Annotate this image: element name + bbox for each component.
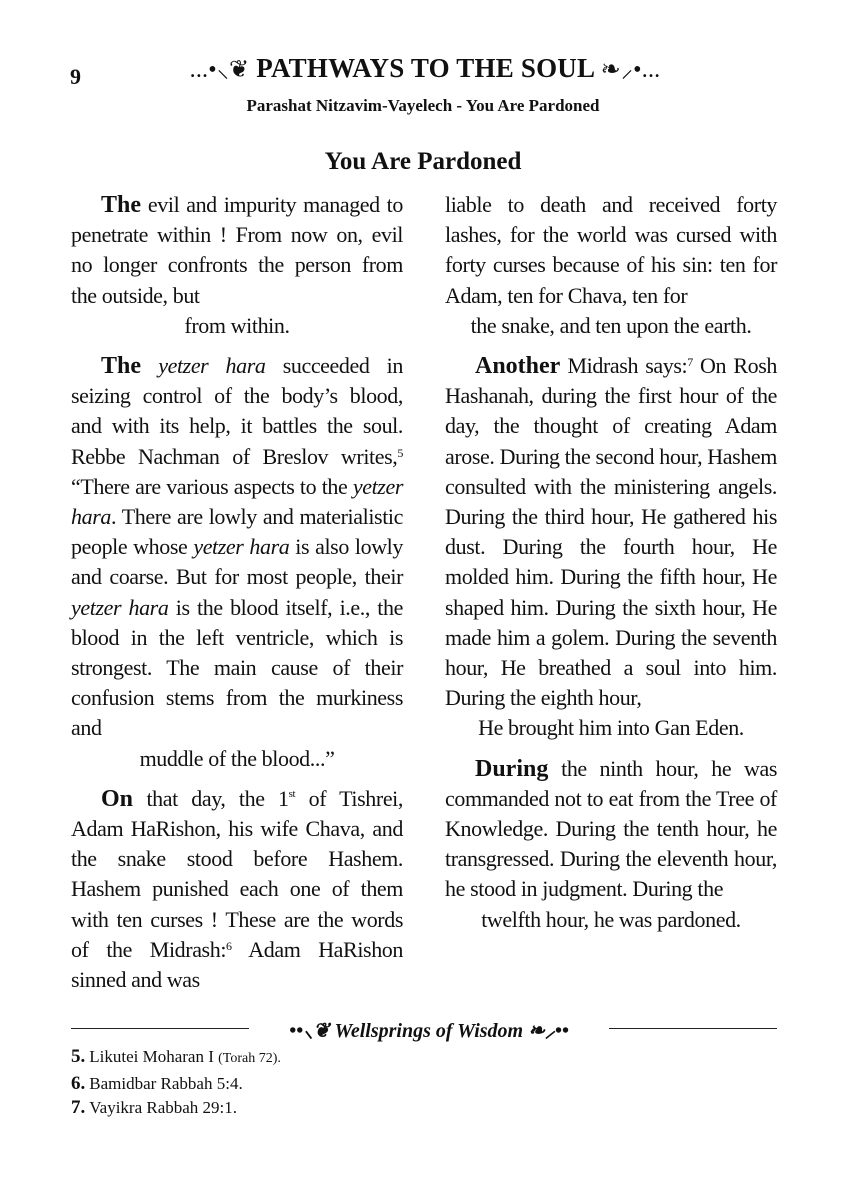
paragraph-text: is the blood itself, i.e., the blood in the left ventricle, which is strongest. The main cause of their confusion stems from the murkiness and [71,594,403,741]
ornament-left-icon: ••⸜❦ [289,1020,330,1042]
running-title-text: PATHWAYS TO THE SOUL [256,53,594,83]
paragraph-2 [71,351,403,774]
paragraph-tail: the snake, and ten upon the earth. [470,312,752,338]
footnote-item [71,1072,777,1097]
paragraph-text: evil and impurity managed to penetrate within ! From now on, evil no longer confronts the person from the outside, but [71,192,403,308]
paragraph-text: “There are various aspects to the [71,473,353,499]
paragraph-text: is also lowly and coarse. But for most people, their [71,534,403,590]
footnote-ref: 6 [226,938,232,953]
footnote-number: 5. [71,1046,86,1067]
footnote-separator [71,1016,777,1040]
separator-label [249,1016,609,1043]
ordinal-suffix: st [288,787,296,800]
ornament-right-icon: ❧⸝•• [528,1020,569,1042]
lead-word: During [475,755,549,782]
footnote-text: Likutei Moharan I [89,1047,219,1066]
article-title: You Are Pardoned [324,148,522,175]
paragraph-tail: He brought him into Gan Eden. [478,715,744,741]
footnote-ref: 7 [687,355,693,370]
footnote-text: Vayikra Rabbah 29:1. [89,1098,238,1117]
left-column [71,190,403,995]
lead-word: The [101,353,142,380]
paragraph-text: that day, the 1 [133,785,289,811]
lead-word: Another [475,353,561,380]
paragraph-3 [71,784,403,995]
paragraph-text: liable to death and received forty lashes, for the world was cursed with forty curses because of his sin: ten for Adam, ten for Chava, ten for [445,192,777,308]
paragraph-text: of Tishrei, Adam HaRishon, his wife Chava, and the snake stood before Hashem. Hashem punished each one of them with ten curses ! These are the words of the Midrash: [71,785,403,962]
footnote-text: Bamidbar Rabbah 5:4. [89,1073,243,1093]
footnote-number: 7. [71,1097,86,1118]
ornament-left-icon: ...•⸜❦ [189,57,250,83]
paragraph-text: . There are lowly and materialistic people whose [71,504,403,560]
italic-term: yetzer hara [71,594,169,620]
italic-term: yetzer hara [71,473,403,530]
paragraph-text: On Rosh Hashanah, during the first hour of the day, the thought of creating Adam arose. During the second hour, Hashem consulted with the ministering angels. During the third hour, He gathered his dust. During the fourth hour, He molded him. During the fifth hour, He shaped him. During the sixth hour, He made him a golem. During the seventh hour, He breathed a soul into him. During the eighth hour, [445,353,777,711]
page-subtitle: Parashat Nitzavim-Vayelech - You Are Pardoned [246,96,600,115]
paragraph-tail: muddle of the blood...” [139,745,335,771]
right-column [445,190,777,935]
running-title [130,52,720,85]
italic-term: yetzer hara [158,353,266,379]
paragraph-3-continued [445,190,777,341]
footnote-item [71,1045,777,1072]
lead-word: The [101,192,142,218]
lead-word: On [101,785,134,812]
paragraph-text: Midrash says: [560,353,688,379]
paragraph-text: succeeded in seizing control of the body’s blood, and with its help, it battles the soul. Rebbe Nachman of Breslov writes, [71,353,403,469]
italic-term: yetzer hara [193,534,290,560]
paragraph-text: the ninth hour, he was commanded not to eat from the Tree of Knowledge. During the tenth hour, he transgressed. During the eleventh hour, he stood in judgment. During the [445,755,777,902]
ornament-right-icon: ❧⸝•... [600,57,661,83]
footnote-detail: (Torah 72). [218,1051,281,1066]
paragraph-tail: from within. [184,312,290,338]
paragraph-4 [445,351,777,744]
paragraph-tail: twelfth hour, he was pardoned. [481,906,741,932]
page-number: 9 [70,64,81,89]
footnote-number: 6. [71,1072,86,1094]
paragraph-1 [71,190,403,341]
separator-label-text: Wellsprings of Wisdom [334,1020,524,1042]
footnote-item [71,1096,777,1121]
separator-rule-left [71,1028,249,1029]
footnotes [71,1045,777,1121]
paragraph-5 [445,754,777,935]
paragraph-text: Adam HaRishon sinned and was [71,936,403,993]
separator-rule-right [609,1028,777,1029]
footnote-ref: 5 [397,445,403,460]
